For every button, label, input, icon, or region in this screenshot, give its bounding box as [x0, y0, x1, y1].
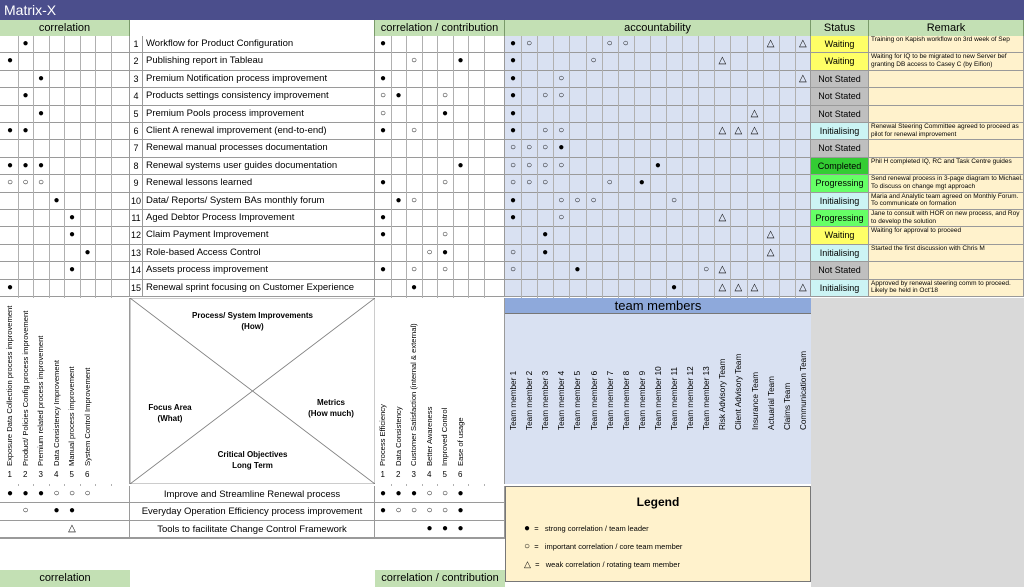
accountability-mark: ○	[509, 159, 517, 171]
correlation-mark: ●	[84, 246, 91, 258]
contrib-row	[375, 140, 505, 157]
contrib-mark: ○	[410, 194, 418, 206]
legend-box	[505, 486, 811, 582]
contrib-row	[375, 71, 505, 88]
status-badge: Completed	[811, 158, 869, 175]
project-number: 8	[130, 158, 143, 175]
objective-contrib-mark: ○	[395, 505, 402, 517]
accountability-mark: ○	[558, 72, 565, 84]
correlation-mark: ●	[22, 125, 29, 136]
remark-cell: Waiting for approval to proceed	[869, 227, 1024, 244]
accountability-mark: ○	[542, 125, 549, 136]
project-number: 3	[130, 71, 143, 88]
accountability-mark: ○	[606, 177, 613, 189]
metric-number: 5	[442, 470, 447, 479]
contrib-mark: ○	[441, 264, 449, 276]
focus-area-panel	[0, 298, 130, 484]
project-name[interactable]: Renewal lessons learned	[143, 175, 375, 192]
status-badge: Initialising	[811, 193, 869, 210]
focus-area-number: 5	[69, 470, 74, 479]
contrib-row	[375, 210, 505, 227]
contrib-mark: ●	[379, 212, 387, 223]
project-name[interactable]: Assets process improvement	[143, 262, 375, 279]
accountability-mark: ●	[509, 38, 517, 49]
team-member-label: Risk Advisory Team	[718, 358, 728, 430]
accountability-mark: ●	[558, 142, 565, 154]
accountability-mark: ○	[542, 177, 549, 189]
team-member-label: Team member 7	[605, 370, 615, 430]
project-name[interactable]: Aged Debtor Process Improvement	[143, 210, 375, 227]
blank-rows	[0, 538, 505, 570]
metric-number: 4	[427, 470, 432, 479]
metric-label: Data Consistency	[393, 406, 403, 466]
weak-marker-icon: △	[524, 559, 531, 569]
focus-area-label: Premium related process improvement	[36, 335, 45, 466]
metric-number: 2	[396, 470, 401, 479]
team-member-label: Team member 11	[670, 366, 679, 430]
team-member-label: Team member 12	[686, 366, 696, 430]
accountability-mark: ●	[509, 194, 517, 206]
accountability-row	[505, 106, 811, 123]
objective-contrib-mark: ●	[379, 505, 387, 517]
project-number: 7	[130, 140, 143, 157]
accountability-mark: ○	[590, 55, 597, 67]
metric-number: 6	[458, 470, 463, 479]
correlation-mark: ●	[53, 194, 60, 206]
correlation-mark: ●	[37, 159, 45, 171]
objective-contrib-mark: ●	[395, 488, 402, 499]
team-member-label: Team member 4	[557, 370, 567, 430]
focus-area-number: 2	[23, 470, 28, 479]
team-member-label: Team member 8	[621, 370, 631, 430]
accountability-mark: △	[798, 281, 807, 293]
remark-cell: Jane to consult with HOR on new process, and Roy to develop the solution	[869, 210, 1024, 227]
focus-area-number: 4	[54, 470, 59, 479]
correlation-mark: ●	[6, 159, 14, 171]
contrib-mark: ●	[395, 194, 402, 206]
team-member-label: Insurance Team	[750, 371, 760, 430]
project-name[interactable]: Workflow for Product Configuration	[143, 36, 375, 53]
accountability-mark: △	[718, 264, 727, 276]
remark-cell	[869, 106, 1024, 123]
empty-grey-area	[811, 298, 1024, 587]
team-member-label: Team member 3	[541, 370, 551, 430]
accountability-mark: ○	[509, 264, 517, 276]
team-member-label: Team member 1	[509, 370, 518, 430]
status-badge: Waiting	[811, 227, 869, 244]
correlation-mark: ●	[6, 125, 14, 136]
accountability-mark: ○	[526, 177, 533, 189]
team-members-header: team members	[505, 298, 811, 314]
metric-label: Process Efficiency	[378, 404, 387, 466]
accountability-mark: ○	[670, 194, 678, 206]
status-badge: Initialising	[811, 245, 869, 262]
objective-contrib-mark: ●	[457, 488, 464, 499]
focus-area-label: System Control Improvement	[82, 367, 92, 466]
contrib-mark: ○	[410, 125, 418, 136]
objective-label[interactable]: Everyday Operation Efficiency process improvement	[130, 503, 375, 520]
remark-cell	[869, 262, 1024, 279]
objective-contrib-mark: ●	[379, 488, 387, 499]
remark-cell	[869, 140, 1024, 157]
focus-area-label: Exposure Data Collection process improvement	[5, 305, 14, 466]
objective-corr-mark: ●	[68, 505, 76, 517]
project-number: 2	[130, 53, 143, 70]
objective-corr-mark: ●	[53, 505, 60, 517]
accountability-mark: ●	[542, 229, 549, 241]
objective-corr-mark: ●	[37, 488, 45, 499]
project-number: 15	[130, 280, 143, 297]
accountability-mark: △	[750, 107, 759, 119]
metric-number: 1	[380, 470, 385, 479]
project-number: 1	[130, 36, 143, 53]
objective-label[interactable]: Improve and Streamline Renewal process	[130, 486, 375, 503]
project-number: 11	[130, 210, 143, 227]
remark-cell: Maria and Analytic team agreed on Monthly Forum. To communicate on formation	[869, 193, 1024, 210]
team-member-label: Team member 9	[637, 370, 647, 430]
accountability-mark: △	[766, 38, 775, 49]
remark-cell: Phil H completed IQ, RC and Task Centre guides	[869, 158, 1024, 175]
contrib-mark: ○	[441, 90, 449, 102]
objective-corr-row	[0, 521, 130, 538]
remark-cell: Training on Kapish workflow on 3rd week of Sep	[869, 36, 1024, 53]
status-badge: Not Stated	[811, 140, 869, 157]
metric-label: Improved Control	[440, 407, 449, 466]
legend-weak: △ = weak correlation / rotating team member	[524, 559, 680, 569]
team-member-label: Team member 13	[702, 366, 712, 430]
legend-strong: ● = strong correlation / team leader	[524, 523, 649, 534]
accountability-mark: △	[734, 125, 743, 136]
contrib-row	[375, 280, 505, 297]
xbox-top: Process/ System Improvements (How)	[192, 311, 313, 331]
remark-cell	[869, 88, 1024, 105]
accountability-row	[505, 71, 811, 88]
team-member-label: Team member 6	[589, 370, 599, 430]
team-member-label: Team member 10	[653, 366, 663, 430]
objective-corr-mark: ●	[6, 488, 14, 499]
objective-contrib-mark: ○	[410, 505, 418, 517]
metric-label: Ease of usage	[455, 417, 465, 466]
focus-area-label: Data Consistency Improvement	[51, 360, 61, 466]
correlation-mark: ●	[68, 212, 76, 223]
accountability-mark: ●	[509, 90, 517, 102]
accountability-mark: ●	[542, 246, 549, 258]
correlation-header: correlation	[0, 20, 130, 36]
accountability-mark: ○	[526, 159, 533, 171]
accountability-mark: ○	[542, 159, 549, 171]
project-name[interactable]: Claim Payment Improvement	[143, 227, 375, 244]
legend-important: ○ = important correlation / core team member	[524, 541, 683, 552]
contrib-mark: ○	[379, 90, 387, 102]
focus-area-number: 3	[38, 470, 43, 479]
status-badge: Not Stated	[811, 262, 869, 279]
objective-contrib-mark: ●	[441, 522, 449, 534]
contrib-mark: ○	[410, 264, 418, 276]
status-badge: Progressing	[811, 210, 869, 227]
correlation-mark: ○	[22, 177, 29, 189]
correlation-mark: ●	[22, 159, 29, 171]
remark-cell: Renewal Steering Committee agreed to proceed as pilot for renewal improvement	[869, 123, 1024, 140]
xbox-right: Metrics (How much)	[308, 398, 354, 418]
contrib-mark: ●	[457, 55, 464, 67]
project-name[interactable]: Client A renewal improvement (end-to-end)	[143, 123, 375, 140]
remark-header: Remark	[869, 20, 1024, 36]
focus-area-number: 6	[85, 470, 90, 479]
accountability-mark: ○	[526, 142, 533, 154]
xbox-left: Focus Area (What)	[148, 403, 192, 423]
objective-label[interactable]: Tools to facilitate Change Control Framework	[130, 521, 375, 538]
accountability-mark: ○	[622, 38, 629, 49]
team-member-label: Team member 5	[573, 370, 583, 430]
focus-area-label: Manual process improvement	[67, 366, 76, 466]
contrib-mark: ●	[379, 72, 387, 84]
project-name[interactable]: Role-based Access Control	[143, 245, 375, 262]
accountability-row	[505, 262, 811, 279]
contrib-mark: ●	[441, 107, 449, 119]
accountability-mark: ○	[526, 38, 533, 49]
objective-corr-mark: ●	[22, 488, 29, 499]
contrib-mark: ○	[379, 107, 387, 119]
accountability-mark: ○	[558, 159, 565, 171]
status-badge: Waiting	[811, 53, 869, 70]
window-title: Matrix-X	[0, 0, 1024, 20]
accountability-header: accountability	[505, 20, 811, 36]
accountability-row	[505, 280, 811, 297]
contrib-mark: ●	[379, 177, 387, 189]
remark-cell: Started the first discussion with Chris M	[869, 245, 1024, 262]
status-badge: Not Stated	[811, 106, 869, 123]
project-name[interactable]: Premium Pools process improvement	[143, 106, 375, 123]
accountability-mark: ○	[558, 194, 565, 206]
project-name[interactable]: Renewal sprint focusing on Customer Experience	[143, 280, 375, 297]
objective-contrib-mark: ●	[457, 505, 464, 517]
accountability-mark: ●	[574, 264, 581, 276]
contrib-mark: ●	[379, 38, 387, 49]
contrib-mark: ○	[441, 229, 449, 241]
objective-corr-mark: ○	[53, 488, 60, 499]
correlation-mark: ●	[6, 281, 14, 293]
project-name[interactable]: Renewal systems user guides documentation	[143, 158, 375, 175]
objective-corr-mark: ○	[84, 488, 91, 499]
objective-contrib-mark: ●	[457, 522, 464, 534]
contrib-mark: ○	[441, 177, 449, 189]
accountability-mark: ○	[509, 246, 517, 258]
project-number: 5	[130, 106, 143, 123]
corr-contrib-footer: correlation / contribution	[375, 570, 505, 587]
accountability-mark: ○	[590, 194, 597, 206]
objective-contrib-mark: ○	[441, 488, 449, 499]
accountability-mark: ○	[574, 194, 581, 206]
accountability-row	[505, 53, 811, 70]
accountability-mark: △	[718, 212, 727, 223]
accountability-mark: ●	[509, 55, 517, 67]
contrib-row	[375, 53, 505, 70]
accountability-row	[505, 193, 811, 210]
correlation-mark: ●	[6, 55, 14, 67]
important-marker-icon: ○	[524, 541, 531, 552]
objective-contrib-mark: ●	[426, 522, 433, 534]
accountability-mark: △	[718, 55, 727, 67]
objective-corr-mark: ○	[68, 488, 76, 499]
contrib-mark: ●	[457, 159, 464, 171]
correlation-mark: ○	[6, 177, 14, 189]
contrib-mark: ●	[379, 125, 387, 136]
project-number: 14	[130, 262, 143, 279]
accountability-mark: ●	[509, 212, 517, 223]
accountability-mark: △	[718, 125, 727, 136]
correlation-mark: ●	[68, 229, 76, 241]
accountability-mark: ○	[509, 177, 517, 189]
contrib-mark: ○	[410, 55, 418, 67]
remark-cell	[869, 71, 1024, 88]
metric-number: 3	[411, 470, 416, 479]
objective-corr-mark: ○	[22, 505, 29, 517]
status-badge: Initialising	[811, 123, 869, 140]
accountability-mark: ○	[509, 142, 517, 154]
accountability-mark: ○	[542, 90, 549, 102]
focus-area-label: Product/ Policies Config process improvement	[20, 310, 30, 466]
contrib-mark: ●	[379, 264, 387, 276]
projects-header-blank	[130, 20, 375, 36]
project-number: 6	[130, 123, 143, 140]
correlation-mark: ●	[37, 107, 45, 119]
accountability-mark: ●	[509, 107, 517, 119]
accountability-mark: △	[750, 281, 759, 293]
accountability-mark: ●	[509, 72, 517, 84]
contrib-mark: ●	[410, 281, 418, 293]
accountability-mark: ●	[638, 177, 645, 189]
project-number: 4	[130, 88, 143, 105]
contrib-mark: ●	[379, 229, 387, 241]
remark-cell: Approved by renewal steering comm to proceed. Likely be held in Oct'18	[869, 280, 1024, 297]
accountability-mark: △	[766, 246, 775, 258]
accountability-mark: ○	[558, 125, 565, 136]
status-badge: Not Stated	[811, 71, 869, 88]
focus-area-number: 1	[7, 470, 12, 479]
project-name[interactable]: Publishing report in Tableau	[143, 53, 375, 70]
metric-label: Better Awareness	[424, 406, 434, 466]
status-badge: Not Stated	[811, 88, 869, 105]
project-number: 10	[130, 193, 143, 210]
team-member-label: Team member 2	[525, 370, 535, 430]
status-badge: Waiting	[811, 36, 869, 53]
contrib-row	[375, 158, 505, 175]
corr-contrib-header: correlation / contribution	[375, 20, 505, 36]
accountability-mark: △	[718, 281, 727, 293]
project-number: 12	[130, 227, 143, 244]
accountability-mark: ●	[654, 159, 661, 171]
accountability-mark: ●	[509, 125, 517, 136]
remark-cell: Send renewal process in 3-page diagram to Michael. To discuss on change mgt approach	[869, 175, 1024, 192]
accountability-mark: △	[798, 72, 807, 84]
objective-contrib-mark: ○	[426, 505, 433, 517]
accountability-mark: △	[798, 38, 807, 49]
accountability-mark: ○	[558, 90, 565, 102]
correlation-mark: ●	[68, 264, 76, 276]
accountability-mark: ○	[542, 142, 549, 154]
metric-label: Customer Satisfaction (internal & external)	[409, 323, 418, 466]
project-name[interactable]: Renewal manual processes documentation	[143, 140, 375, 157]
objective-contrib-mark: ●	[410, 488, 418, 499]
objective-corr-mark: △	[68, 522, 76, 534]
project-name[interactable]: Premium Notification process improvement	[143, 71, 375, 88]
contrib-row	[375, 123, 505, 140]
accountability-row	[505, 210, 811, 227]
contrib-mark: ○	[426, 246, 433, 258]
correlation-mark: ●	[37, 72, 45, 84]
accountability-mark: △	[734, 281, 743, 293]
strong-marker-icon: ●	[524, 523, 531, 534]
team-member-label: Actuarial Team	[766, 375, 776, 430]
accountability-mark: ○	[606, 38, 613, 49]
project-number: 9	[130, 175, 143, 192]
remark-cell: Waiting for IQ to be migrated to new Server bef granting DB access to Casey C (by Eifion)	[869, 53, 1024, 70]
accountability-mark: △	[766, 229, 775, 241]
accountability-mark: ○	[703, 264, 710, 276]
status-badge: Initialising	[811, 280, 869, 297]
status-badge: Progressing	[811, 175, 869, 192]
contrib-mark: ●	[441, 246, 449, 258]
team-member-label: Communication Team	[798, 350, 808, 430]
correlation-mark: ○	[37, 177, 45, 189]
correlation-mark: ●	[22, 90, 29, 102]
accountability-mark: △	[750, 125, 759, 136]
xbox-bottom: Critical Objectives Long Term	[217, 450, 288, 470]
objective-contrib-mark: ○	[426, 488, 433, 499]
project-name[interactable]: Data/ Reports/ System BAs monthly forum	[143, 193, 375, 210]
accountability-mark: ●	[670, 281, 678, 293]
team-member-label: Client Advisory Team	[734, 353, 744, 430]
project-name[interactable]: Products settings consistency improvement	[143, 88, 375, 105]
objective-contrib-mark: ○	[441, 505, 449, 517]
accountability-mark: ○	[558, 212, 565, 223]
correlation-footer: correlation	[0, 570, 130, 587]
status-header: Status	[811, 20, 869, 36]
team-member-label: Claims Team	[782, 382, 792, 430]
contrib-row	[375, 36, 505, 53]
contrib-mark: ●	[395, 90, 402, 102]
correlation-mark: ●	[22, 38, 29, 49]
legend-title: Legend	[636, 495, 680, 509]
project-number: 13	[130, 245, 143, 262]
